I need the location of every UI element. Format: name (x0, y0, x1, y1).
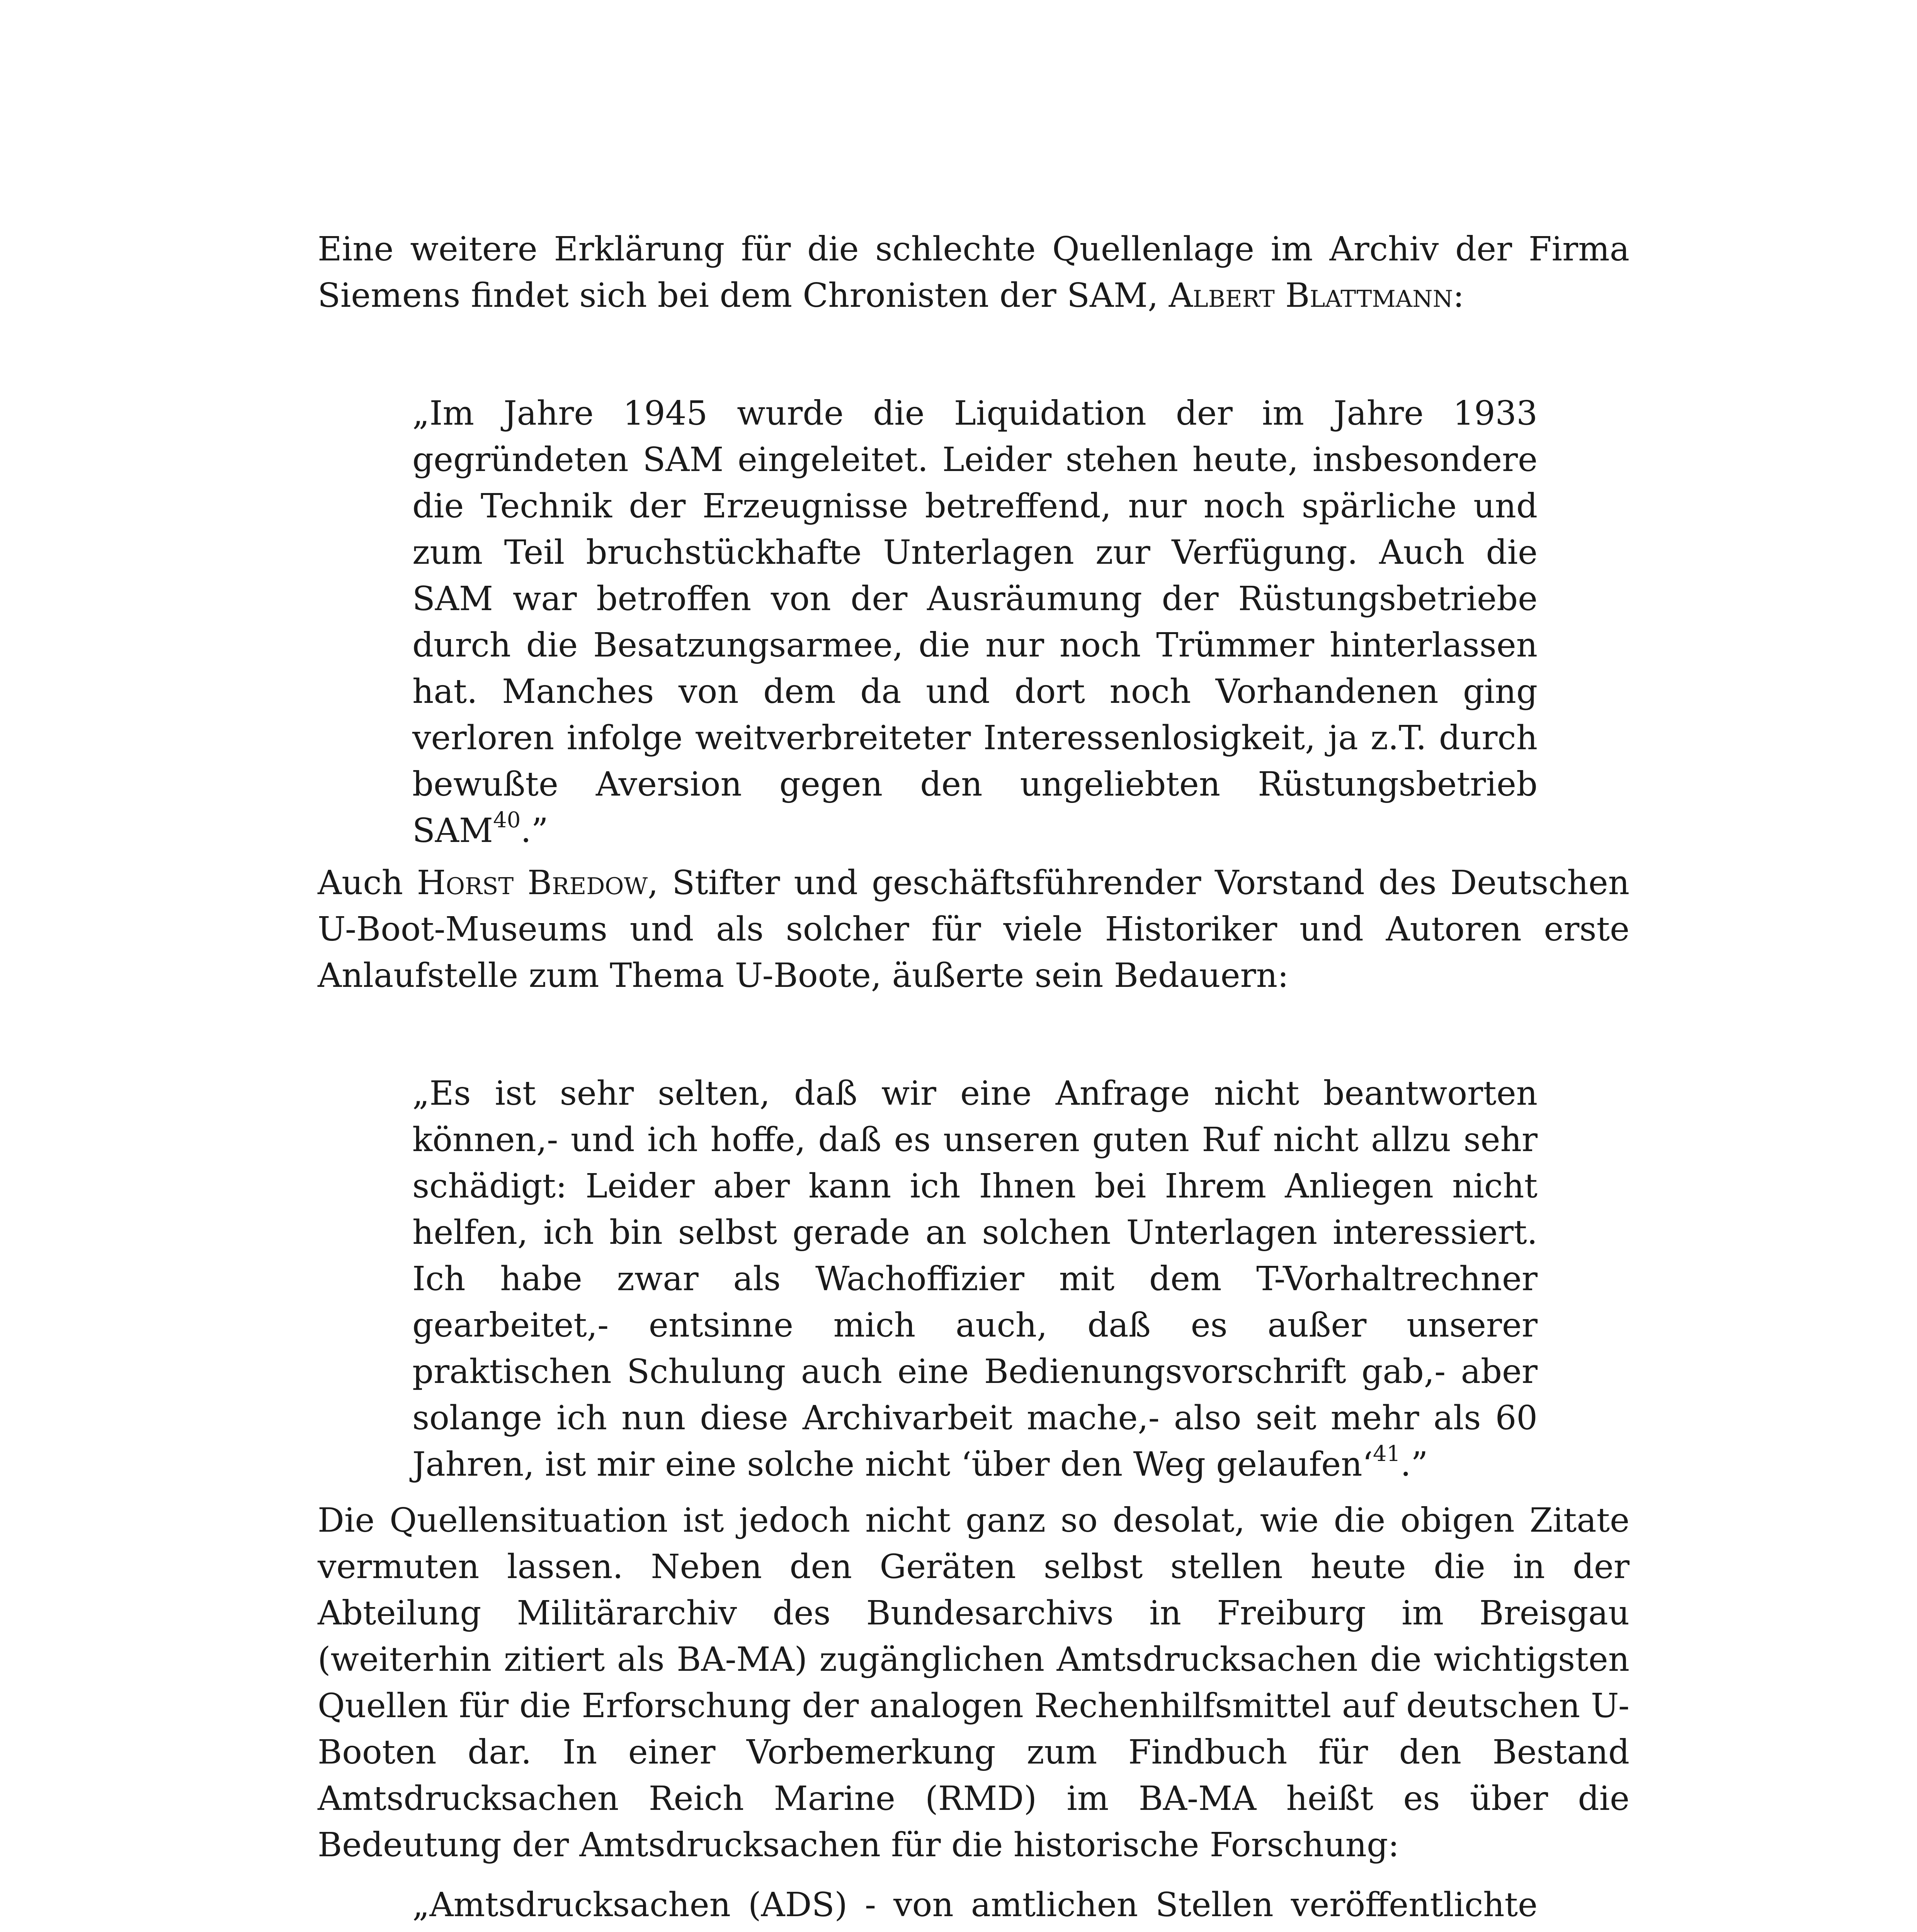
paragraph-2-text: , Stifter und geschäftsführender Vorstand des Deutschen U-Boot-Museums und als solcher für viele Historiker und Autoren erste Anlaufstelle zum Thema U-Boote, äußerte sein Bedauern: (318, 864, 1630, 995)
paragraph-1-end: : (1453, 276, 1465, 315)
footnote-ref-41[interactable]: 41 (1373, 1441, 1401, 1466)
quote-1-text: „Im Jahre 1945 wurde die Liquidation der im Jahre 1933 gegründeten SAM eingeleitet. Leider stehen heute, insbesondere die Technik der Erzeugnisse betreffend, nur noch spärliche und zum Teil bruchstückhafte Unterlagen zur Verfügung. Auch die SAM war betroffen von der Ausräumung der Rüstungsbetriebe durch die Besatzungsarmee, die nur noch Trümmer hinterlassen hat. Manches von dem da und dort noch Vorhandenen ging verloren infolge weitverbreiteter Interessenlosigkeit, ja z.T. durch bewußte Aversion gegen den ungeliebten Rüstungsbetrieb SAM (412, 394, 1538, 850)
paragraph-1 (318, 226, 1630, 319)
author-name: Horst Bredow (417, 864, 648, 902)
block-quote-2 (412, 1070, 1538, 1488)
paragraph-2-start: Auch (318, 864, 417, 902)
block-quote-1 (412, 390, 1538, 854)
paragraph-2 (318, 860, 1630, 999)
quote-2-closing: .” (1400, 1445, 1428, 1484)
block-quote-3-part-1: „Amtsdrucksachen (ADS) - von amtlichen Stellen veröffentlichte (412, 1886, 1538, 1924)
paragraph-1-text: Eine weitere Erklärung für die schlechte Quellenlage im Archiv der Firma Siemens findet sich bei dem Chronisten der SAM, (318, 230, 1630, 315)
footnote-ref-40[interactable]: 40 (493, 808, 521, 833)
quote-1-closing: .” (520, 811, 548, 850)
paragraph-3: Die Quellensituation ist jedoch nicht ganz so desolat, wie die obigen Zitate vermuten lassen. Neben den Geräten selbst stellen heute die in der Abteilung Militärarchiv des Bundesarchivs in Freiburg im Breisgau (weiterhin zitiert als BA-MA) zugänglichen Amtsdrucksachen die wichtigsten Quellen für die Erforschung der analogen Rechenhilfsmittel auf deutschen U-Booten dar. In einer Vorbemerkung zum Findbuch für den Bestand Amtsdrucksachen Reich Marine (RMD) im BA-MA heißt es über die Bedeutung der Amtsdrucksachen für die historische Forschung: (318, 1501, 1630, 1864)
quote-2-text: „Es ist sehr selten, daß wir eine Anfrage nicht beantworten können,- und ich hoffe, daß es unseren guten Ruf nicht allzu sehr schädigt: Leider aber kann ich Ihnen bei Ihrem Anliegen nicht helfen, ich bin selbst gerade an solchen Unterlagen interessiert. Ich habe zwar als Wachoffizier mit dem T-Vorhaltrechner gearbeitet,- entsinne mich auch, daß es außer unserer praktischen Schulung auch eine Bedienungsvorschrift gab,- aber solange ich nun diese Archivarbeit mache,- also seit mehr als 60 Jahren, ist mir eine solche nicht ‘über den Weg gelaufen‘ (412, 1074, 1538, 1484)
author-name: Albert Blattmann (1169, 276, 1453, 315)
